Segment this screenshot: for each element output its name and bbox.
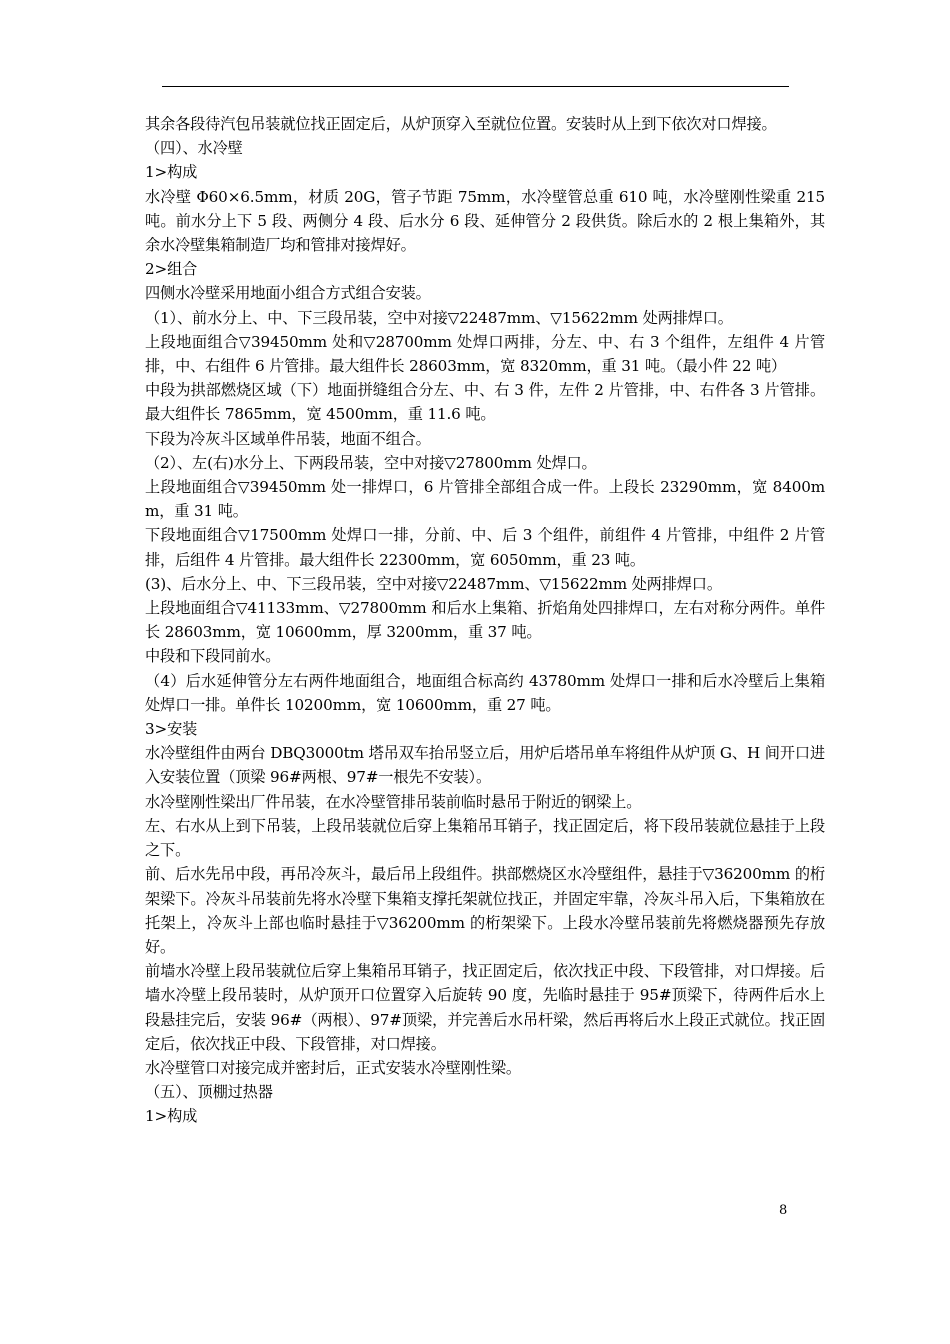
paragraph: 左、右水从上到下吊装，上段吊装就位后穿上集箱吊耳销子，找正固定后，将下段吊装就位悬挂于上段之下。 (145, 816, 825, 860)
page-number: 8 (779, 1203, 788, 1218)
subsection-heading: 1>构成 (145, 163, 198, 182)
paragraph: （1）、前水分上、中、下三段吊装，空中对接▽22487mm、▽15622mm 处两排焊口。 (145, 308, 733, 327)
paragraph: 四侧水冷壁采用地面小组合方式组合安装。 (145, 284, 431, 303)
paragraph: （2）、左(右)水分上、下两段吊装，空中对接▽27800mm 处焊口。 (145, 453, 597, 472)
subsection-heading: 1>构成 (145, 1107, 198, 1126)
paragraph: 水冷壁刚性梁出厂件吊装，在水冷壁管排吊装前临时悬吊于附近的钢梁上。 (145, 792, 642, 811)
paragraph: 前墙水冷壁上段吊装就位后穿上集箱吊耳销子，找正固定后，依次找正中段、下段管排，对口焊接。后墙水冷壁上段吊装时，从炉顶开口位置穿入后旋转 90 度，先临时悬挂于 95#顶梁下，待两件后水上段悬挂完后，安装 96#（两根）、97#顶梁，并完善后水吊杆梁，然后再将后水上段正式就位。找正固定后，依次找正中段、下段管排，对口焊接。 (145, 962, 825, 1053)
paragraph: 其余各段待汽包吊装就位找正固定后，从炉顶穿入至就位位置。安装时从上到下依次对口焊接。 (145, 115, 777, 133)
paragraph: 水冷壁组件由两台 DBQ3000tm 塔吊双车抬吊竖立后，用炉后塔吊单车将组件从炉顶 G、H 间开口进入安装位置（顶梁 96#两根、97#一根先不安装）。 (145, 744, 825, 787)
paragraph: （4）后水延伸管分左右两件地面组合，地面组合标高约 43780mm 处焊口一排和后水冷壁后上集箱处焊口一排。单件长 10200mm，宽 10600mm，重 27 吨。 (145, 671, 825, 714)
paragraph: 水冷壁 Φ60×6.5mm，材质 20G，管子节距 75mm，水冷壁管总重 610 吨，水冷壁刚性梁重 215 吨。前水分上下 5 段、两侧分 4 段、后水分 6 段、延伸管分 2 段供货。除后水的 2 根上集箱外，其余水冷壁集箱制造厂均和管排对接焊好。 (145, 187, 825, 255)
paragraph: 下段地面组合▽17500mm 处焊口一排，分前、中、后 3 个组件，前组件 4 片管排，中组件 2 片管排，后组件 4 片管排。最大组件长 22300mm，宽 6050mm，重 23 吨。 (145, 526, 825, 569)
section-heading: （五）、顶棚过热器 (145, 1083, 273, 1102)
paragraph: 上段地面组合▽39450mm 处和▽28700mm 处焊口两排，分左、中、右 3 个组件，左组件 4 片管排，中、右组件 6 片管排。最大组件长 28603mm，宽 8320mm，重 31 吨。（最小件 22 吨） (145, 332, 825, 376)
paragraph: 上段地面组合▽41133mm、▽27800mm 和后水上集箱、折焰角处四排焊口，左右对称分两件。单件长 28603mm，宽 10600mm，厚 3200mm，重 37 吨。 (145, 599, 825, 642)
paragraph: 中段为拱部燃烧区域（下）地面拼缝组合分左、中、右 3 件，左件 2 片管排，中、右件各 3 片管排。最大组件长 7865mm，宽 4500mm，重 11.6 吨。 (145, 381, 825, 424)
paragraph: 水冷壁管口对接完成并密封后，正式安装水冷壁刚性梁。 (145, 1058, 521, 1077)
paragraph: 中段和下段同前水。 (145, 647, 281, 666)
paragraph: 下段为冷灰斗区域单件吊装，地面不组合。 (145, 429, 431, 448)
paragraph: 前、后水先吊中段，再吊冷灰斗，最后吊上段组件。拱部燃烧区水冷壁组件，悬挂于▽36200mm 的桁架梁下。冷灰斗吊装前先将水冷壁下集箱支撑托架就位找正，并固定牢靠，冷灰斗吊入后，下集箱放在托架上，冷灰斗上部也临时悬挂于▽36200mm 的桁架梁下。上段水冷壁吊装前先将燃烧器预先存放好。 (145, 865, 825, 956)
document-body (145, 112, 825, 1129)
section-heading: （四）、水冷壁 (145, 139, 243, 158)
paragraph: (3)、后水分上、中、下三段吊装，空中对接▽22487mm、▽15622mm 处两排焊口。 (145, 574, 722, 593)
subsection-heading: 2>组合 (145, 260, 198, 279)
paragraph: 上段地面组合▽39450mm 处一排焊口，6 片管排全部组合成一件。上段长 23290mm，宽 8400mm，重 31 吨。 (145, 478, 825, 521)
header-rule (162, 86, 789, 87)
subsection-heading: 3>安装 (145, 720, 198, 739)
